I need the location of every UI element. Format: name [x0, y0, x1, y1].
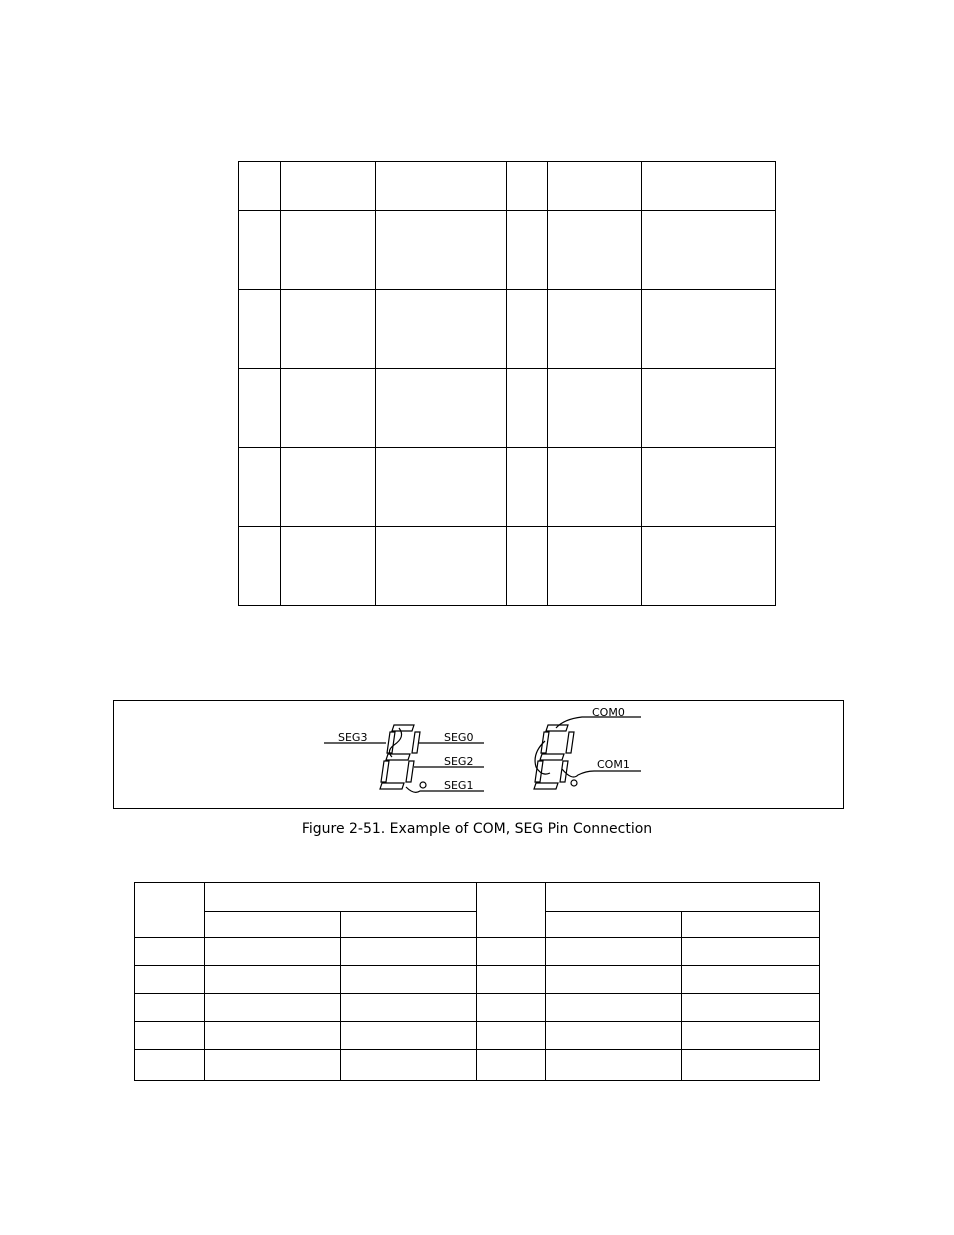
seg1-label: SEG1 — [444, 779, 474, 792]
table-cell — [546, 994, 682, 1022]
table-cell — [548, 369, 642, 448]
table-cell — [281, 290, 376, 369]
table-cell — [548, 527, 642, 606]
table-cell — [281, 369, 376, 448]
table-cell — [507, 290, 548, 369]
seg2-label: SEG2 — [444, 755, 474, 768]
top-table — [238, 161, 776, 606]
table-row — [135, 1022, 820, 1050]
com0-label: COM0 — [592, 706, 625, 719]
table-cell — [682, 912, 820, 938]
table-cell — [376, 290, 507, 369]
table-cell — [341, 1022, 477, 1050]
table-cell — [682, 966, 820, 994]
table-cell — [239, 448, 281, 527]
table-cell — [546, 938, 682, 966]
table-cell — [281, 211, 376, 290]
table-row — [135, 938, 820, 966]
figure-frame — [113, 700, 844, 809]
seg0-label: SEG0 — [444, 731, 474, 744]
table-header-row — [239, 162, 776, 211]
table-cell — [281, 448, 376, 527]
table-cell — [135, 994, 205, 1022]
table-row — [135, 994, 820, 1022]
table-cell — [205, 938, 341, 966]
table-cell — [205, 1022, 341, 1050]
table-cell — [205, 912, 341, 938]
figure-caption: Figure 2-51. Example of COM, SEG Pin Connection — [301, 821, 653, 837]
table-cell — [507, 162, 548, 211]
seven-segment-digit-right — [534, 717, 641, 789]
table-cell — [546, 966, 682, 994]
table-cell — [205, 994, 341, 1022]
table-cell — [341, 994, 477, 1022]
table-row — [239, 448, 776, 527]
table-cell — [376, 211, 507, 290]
table-cell — [239, 369, 281, 448]
table-cell — [642, 369, 776, 448]
table-cell — [376, 448, 507, 527]
table-cell — [135, 883, 205, 938]
table-cell — [546, 883, 820, 912]
table-cell — [135, 938, 205, 966]
table-cell — [205, 883, 477, 912]
table-cell — [548, 448, 642, 527]
table-cell — [341, 966, 477, 994]
table-cell — [281, 527, 376, 606]
table-cell — [507, 527, 548, 606]
table-cell — [135, 1022, 205, 1050]
table-cell — [507, 211, 548, 290]
table-cell — [477, 966, 546, 994]
table-cell — [507, 448, 548, 527]
table-cell — [341, 1050, 477, 1081]
table-cell — [477, 994, 546, 1022]
table-row — [135, 966, 820, 994]
table-cell — [239, 290, 281, 369]
table-cell — [642, 448, 776, 527]
com-seg-diagram — [114, 701, 843, 808]
table-cell — [205, 1050, 341, 1081]
table-cell — [239, 162, 281, 211]
table-cell — [239, 527, 281, 606]
table-cell — [205, 966, 341, 994]
table-cell — [239, 211, 281, 290]
table-cell — [546, 1022, 682, 1050]
table-row — [239, 527, 776, 606]
table-cell — [642, 290, 776, 369]
table-row — [239, 290, 776, 369]
table-cell — [376, 369, 507, 448]
com1-label: COM1 — [597, 758, 630, 771]
table-cell — [477, 1050, 546, 1081]
table-cell — [682, 1050, 820, 1081]
table-cell — [341, 912, 477, 938]
table-cell — [507, 369, 548, 448]
table-cell — [376, 527, 507, 606]
table-cell — [477, 938, 546, 966]
table-cell — [135, 1050, 205, 1081]
table-cell — [682, 1022, 820, 1050]
seg3-label: SEG3 — [338, 731, 368, 744]
table-row — [135, 1050, 820, 1081]
table-cell — [281, 162, 376, 211]
table-cell — [477, 883, 546, 938]
table-cell — [477, 1022, 546, 1050]
table-cell — [135, 966, 205, 994]
table-cell — [682, 994, 820, 1022]
table-cell — [548, 290, 642, 369]
table-row — [239, 369, 776, 448]
table-cell — [642, 527, 776, 606]
table-cell — [546, 912, 682, 938]
table-header-row — [135, 883, 820, 912]
table-cell — [682, 938, 820, 966]
table-cell — [642, 211, 776, 290]
table-cell — [548, 162, 642, 211]
table-cell — [341, 938, 477, 966]
table-cell — [546, 1050, 682, 1081]
table-cell — [642, 162, 776, 211]
table-cell — [376, 162, 507, 211]
bottom-table — [134, 882, 820, 1081]
table-cell — [548, 211, 642, 290]
table-row — [239, 211, 776, 290]
